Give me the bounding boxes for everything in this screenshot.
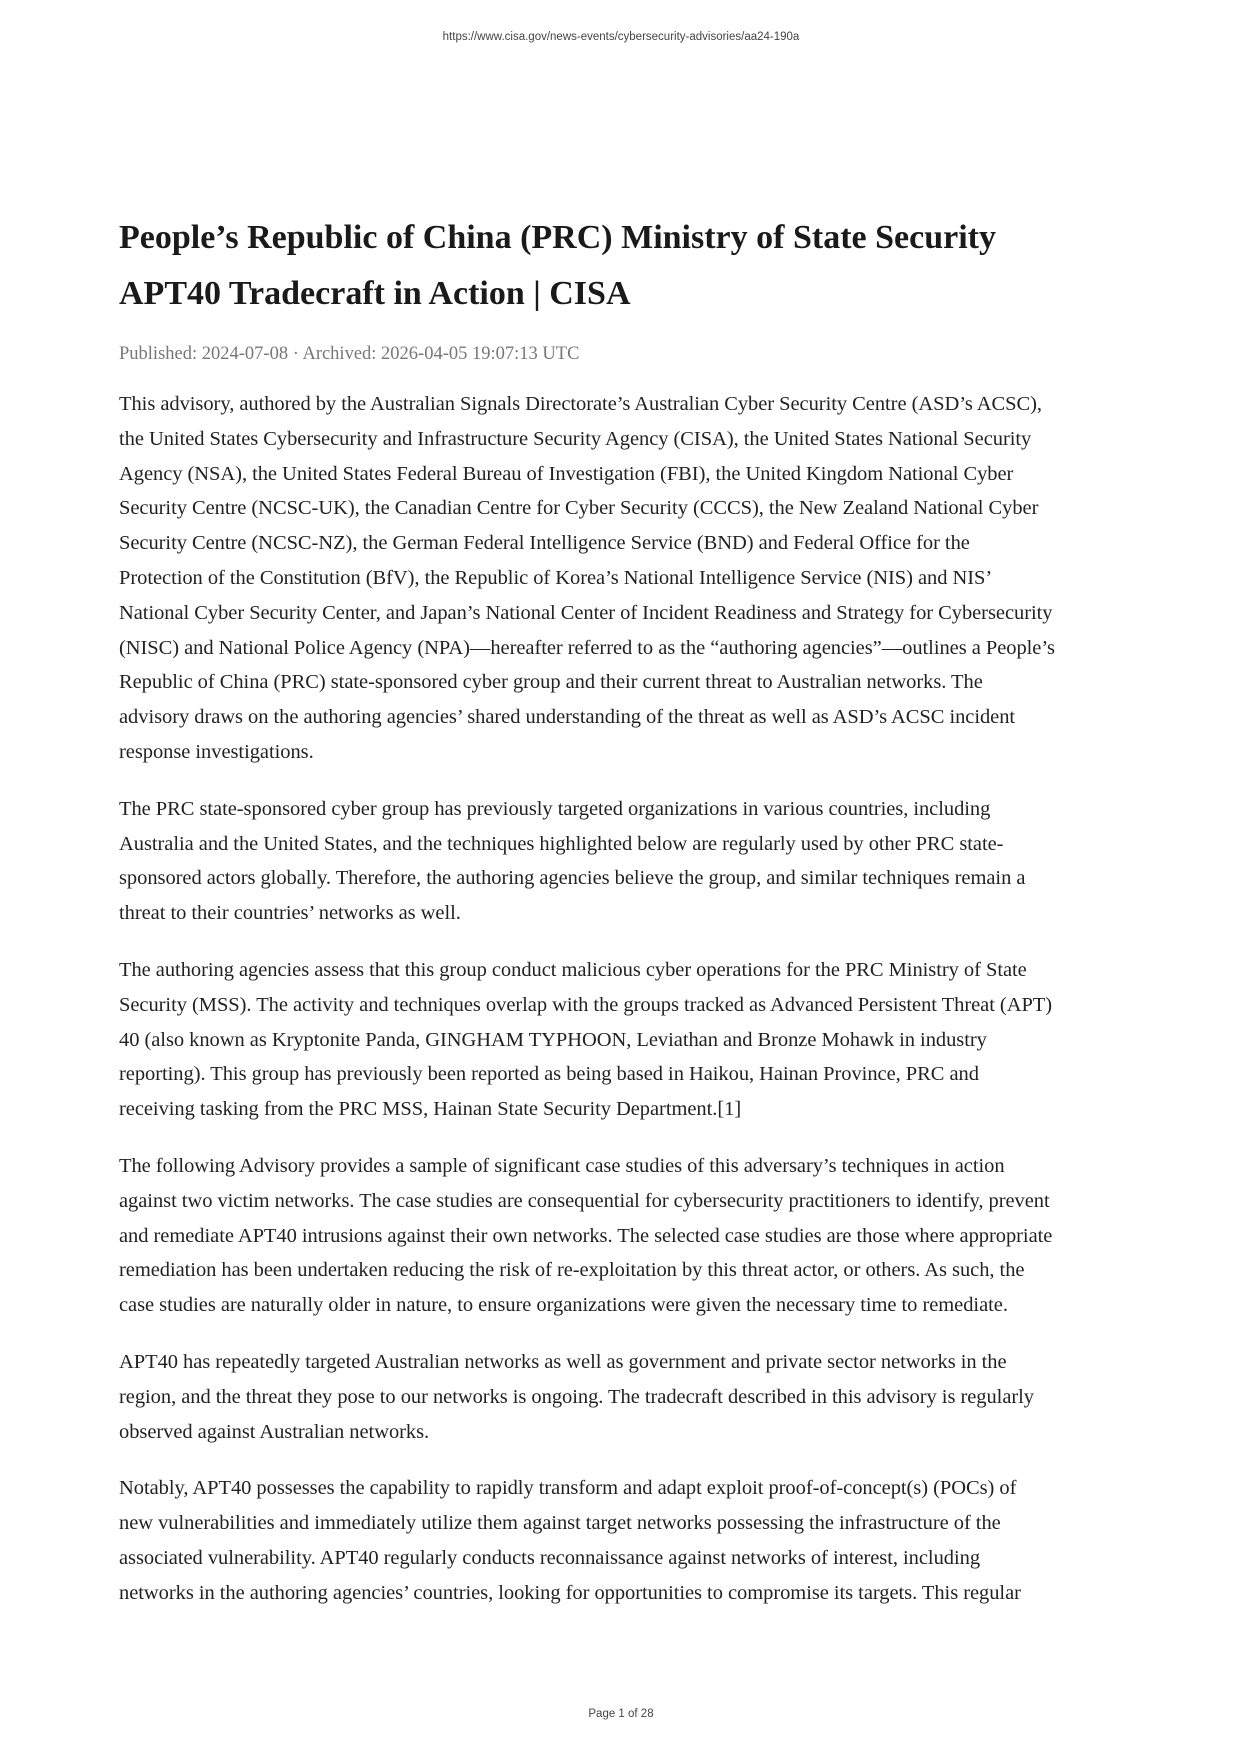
article bbox=[119, 210, 1129, 1611]
body-paragraph bbox=[119, 792, 1129, 931]
page-number: Page 1 of 28 bbox=[588, 1708, 654, 1720]
page-title bbox=[119, 210, 1129, 322]
paragraph-line: This advisory, authored by the Australian Signals Directorate’s Australian Cyber Security Centre (ASD’s ACSC), bbox=[119, 393, 1042, 415]
paragraph-line: Security Centre (NCSC-UK), the Canadian Centre for Cyber Security (CCCS), the New Zealand National Cyber bbox=[119, 497, 1039, 520]
paragraph-line: Security Centre (NCSC-NZ), the German Federal Intelligence Service (BND) and Federal Office for the bbox=[119, 532, 970, 555]
paragraph-line: threat to their countries’ networks as well. bbox=[119, 902, 461, 925]
paragraph-line: new vulnerabilities and immediately utilize them against target networks possessing the infrastructure of the bbox=[119, 1512, 1001, 1535]
body-paragraph bbox=[119, 1471, 1129, 1610]
paragraph-line: sponsored actors globally. Therefore, the authoring agencies believe the group, and similar techniques remain a bbox=[119, 867, 1026, 890]
paragraph-line: (NISC) and National Police Agency (NPA)—hereafter referred to as the “authoring agencies”—outlines a People’s bbox=[119, 636, 1055, 659]
paragraph-line: networks in the authoring agencies’ countries, looking for opportunities to compromise its targets. This regular bbox=[119, 1581, 1021, 1604]
paragraph-line: Republic of China (PRC) state-sponsored cyber group and their current threat to Australian networks. The bbox=[119, 671, 983, 694]
body-paragraph bbox=[119, 1149, 1129, 1323]
paragraph-line: region, and the threat they pose to our networks is ongoing. The tradecraft described in this advisory is regularly bbox=[119, 1385, 1034, 1408]
paragraph-line: Protection of the Constitution (BfV), the Republic of Korea’s National Intelligence Service (NIS) and NIS’ bbox=[119, 566, 993, 589]
paragraph-line: The authoring agencies assess that this group conduct malicious cyber operations for the PRC Ministry of State bbox=[119, 958, 1027, 981]
paragraph-line: receiving tasking from the PRC MSS, Hainan State Security Department.[1] bbox=[119, 1098, 742, 1121]
paragraph-line: response investigations. bbox=[119, 740, 314, 763]
paragraph-line: remediation has been undertaken reducing the risk of re-exploitation by this threat actor, or others. As such, the bbox=[119, 1259, 1025, 1282]
paragraph-line: Security (MSS). The activity and techniques overlap with the groups tracked as Advanced Persistent Threat (APT) bbox=[119, 993, 1053, 1016]
paragraph-line: The PRC state-sponsored cyber group has previously targeted organizations in various countries, including bbox=[119, 797, 991, 820]
paragraph-line: 40 (also known as Kryptonite Panda, GINGHAM TYPHOON, Leviathan and Bronze Mohawk in industry bbox=[119, 1028, 987, 1051]
paragraph-line: observed against Australian networks. bbox=[119, 1420, 430, 1443]
page-title-line: APT40 Tradecraft in Action | CISA bbox=[119, 275, 631, 312]
paragraph-line: The following Advisory provides a sample of significant case studies of this adversary’s techniques in action bbox=[119, 1154, 1005, 1177]
paragraph-line: Agency (NSA), the United States Federal Bureau of Investigation (FBI), the United Kingdom National Cyber bbox=[119, 462, 1014, 485]
article-body bbox=[119, 387, 1129, 1611]
paragraph-line: advisory draws on the authoring agencies’ shared understanding of the threat as well as ASD’s ACSC incident bbox=[119, 706, 1016, 729]
paragraph-line: National Cyber Security Center, and Japan’s National Center of Incident Readiness and Strategy for Cybersecurity bbox=[119, 601, 1053, 624]
page-title-line: People’s Republic of China (PRC) Ministry of State Security bbox=[119, 219, 996, 256]
paragraph-line: reporting). This group has previously been reported as being based in Haikou, Hainan Province, PRC and bbox=[119, 1063, 979, 1086]
paragraph-line: and remediate APT40 intrusions against their own networks. The selected case studies are those where appropriate bbox=[119, 1224, 1053, 1247]
paragraph-line: APT40 has repeatedly targeted Australian networks as well as government and private sector networks in the bbox=[119, 1350, 1007, 1373]
body-paragraph bbox=[119, 1345, 1129, 1449]
page-url-header: https://www.cisa.gov/news-events/cybersecurity-advisories/aa24-190a bbox=[442, 31, 800, 43]
paragraph-line: Notably, APT40 possesses the capability to rapidly transform and adapt exploit proof-of-concept(s) (POCs) of bbox=[119, 1477, 1017, 1500]
paragraph-line: against two victim networks. The case studies are consequential for cybersecurity practitioners to identify, prevent bbox=[119, 1189, 1050, 1212]
publish-metadata: Published: 2024-07-08 · Archived: 2026-04-05 19:07:13 UTC bbox=[119, 344, 580, 364]
paragraph-line: case studies are naturally older in nature, to ensure organizations were given the necessary time to remediate. bbox=[119, 1294, 1008, 1317]
paragraph-line: the United States Cybersecurity and Infrastructure Security Agency (CISA), the United States National Security bbox=[119, 427, 1032, 450]
body-paragraph bbox=[119, 953, 1129, 1127]
body-paragraph bbox=[119, 387, 1129, 770]
paragraph-line: Australia and the United States, and the techniques highlighted below are regularly used by other PRC state- bbox=[119, 832, 1004, 855]
paragraph-line: associated vulnerability. APT40 regularly conducts reconnaissance against networks of interest, including bbox=[119, 1546, 981, 1569]
